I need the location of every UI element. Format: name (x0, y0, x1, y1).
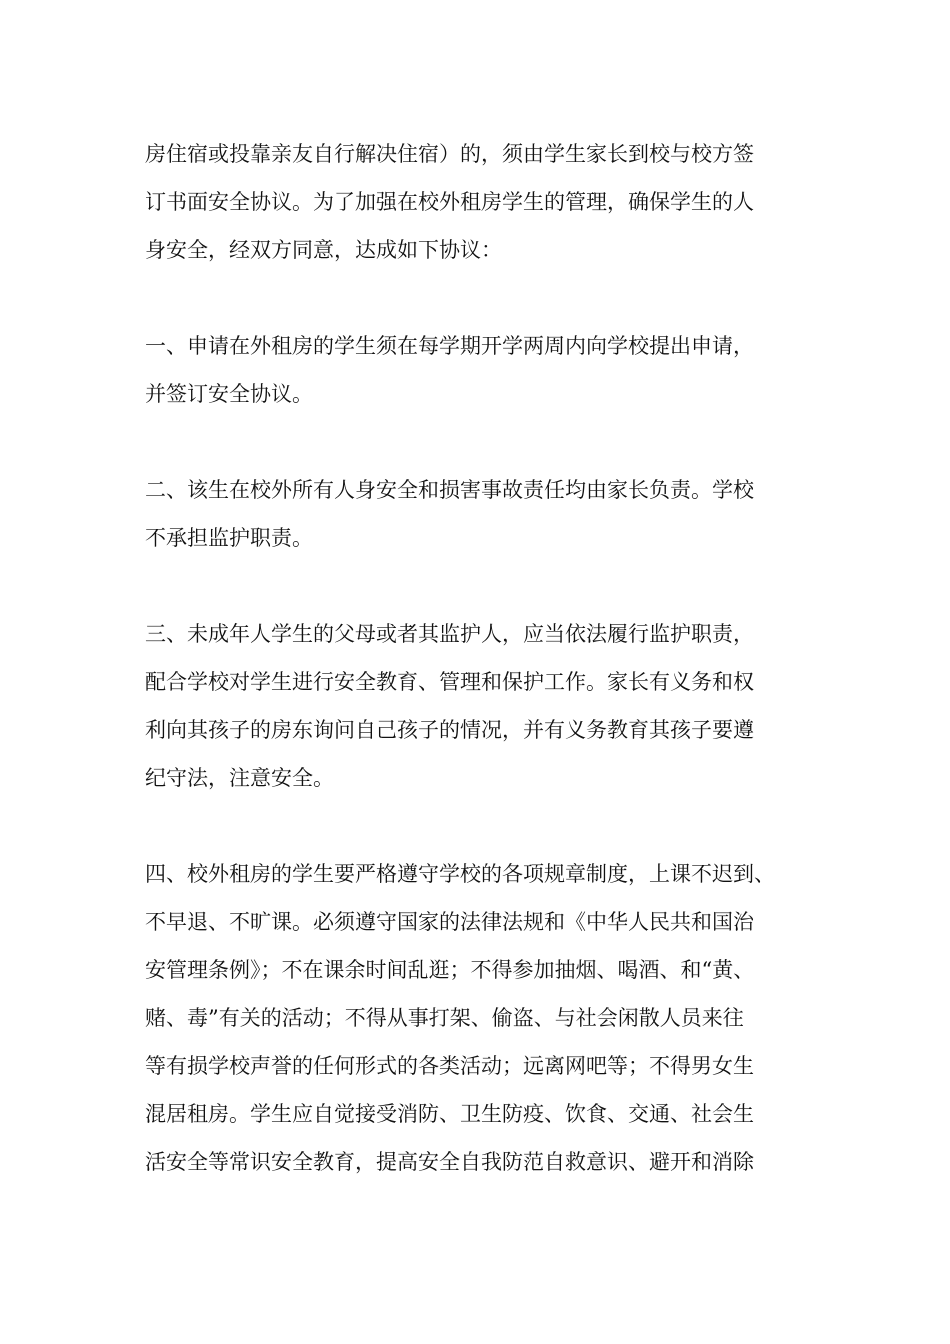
text-line: 混居租房。学生应自觉接受消防、卫生防疫、饮食、交通、社会生 (145, 1102, 754, 1126)
text-line: 不早退、不旷课。必须遵守国家的法律法规和《中华人民共和国治 (145, 910, 754, 934)
text-line: 等有损学校声誉的任何形式的各类活动；远离网吧等；不得男女生 (145, 1054, 754, 1078)
paragraph-gap (145, 418, 845, 466)
text-line: 并签订安全协议。 (145, 382, 313, 406)
text-line: 二、该生在校外所有人身安全和损害事故责任均由家长负责。学校 (145, 478, 754, 502)
text-line: 房住宿或投靠亲友自行解决住宿）的，须由学生家长到校与校方签 (145, 142, 754, 166)
text-line: 三、未成年人学生的父母或者其监护人，应当依法履行监护职责， (145, 622, 754, 646)
text-line: 安管理条例》；不在课余时间乱逛；不得参加抽烟、喝酒、和“黄、 (145, 958, 755, 982)
paragraph-clause-1 (145, 322, 845, 418)
paragraph-gap (145, 274, 845, 322)
text-line: 赌、毒”有关的活动；不得从事打架、偷盗、与社会闲散人员来往 (145, 1006, 744, 1030)
paragraph-gap (145, 802, 845, 850)
text-line: 四、校外租房的学生要严格遵守学校的各项规章制度，上课不迟到、 (145, 862, 775, 886)
text-line: 利向其孩子的房东询问自己孩子的情况，并有义务教育其孩子要遵 (145, 718, 754, 742)
paragraph-clause-4 (145, 850, 845, 1186)
document-body (145, 130, 845, 1186)
paragraph-gap (145, 562, 845, 610)
paragraph-clause-2 (145, 466, 845, 562)
text-line: 纪守法，注意安全。 (145, 766, 334, 790)
text-line: 订书面安全协议。为了加强在校外租房学生的管理，确保学生的人 (145, 190, 754, 214)
text-line: 不承担监护职责。 (145, 526, 313, 550)
text-line: 一、申请在外租房的学生须在每学期开学两周内向学校提出申请， (145, 334, 754, 358)
text-line: 活安全等常识安全教育，提高安全自我防范自救意识、避开和消除 (145, 1150, 754, 1174)
text-line: 身安全，经双方同意，达成如下协议： (145, 238, 502, 262)
paragraph-intro (145, 130, 845, 274)
text-line: 配合学校对学生进行安全教育、管理和保护工作。家长有义务和权 (145, 670, 754, 694)
paragraph-clause-3 (145, 610, 845, 802)
